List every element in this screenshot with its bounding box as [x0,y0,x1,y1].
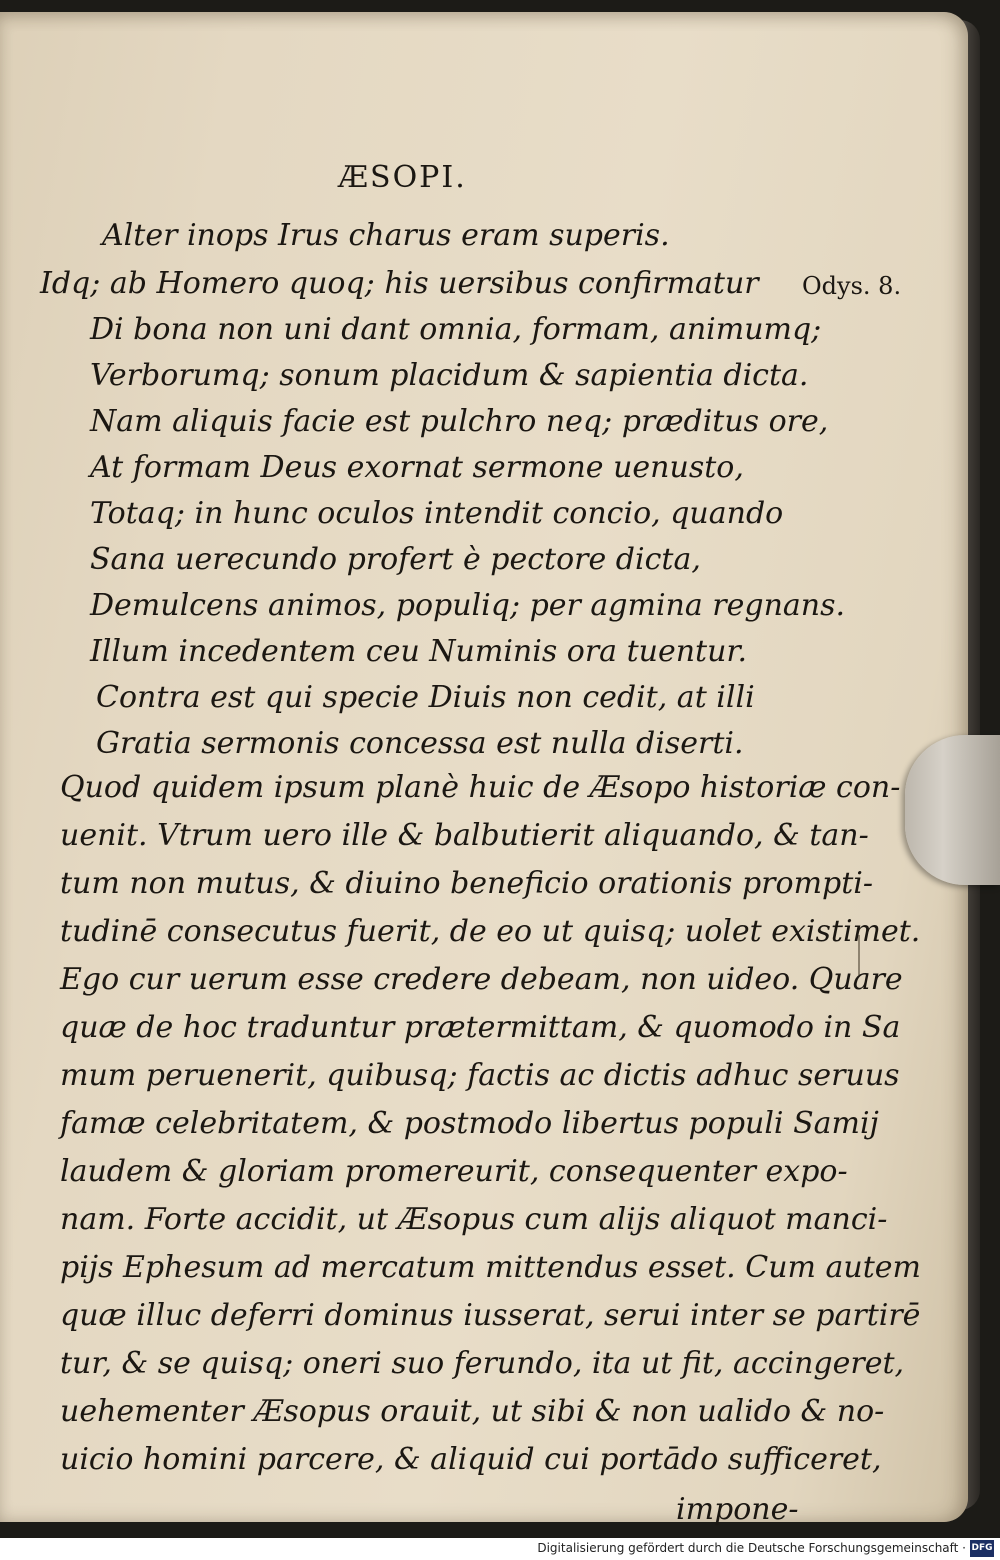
dfg-logo-icon: DFG [970,1540,994,1557]
text-line: Ego cur uerum esse credere debeam, non uideo. Quare [60,962,903,997]
text-line: Illum incedentem ceu Numinis ora tuentur. [90,634,747,669]
text-line: Di bona non uni dant omnia, formam, animumq; [90,312,822,347]
text-line: Idq; ab Homero quoq; his uersibus confirmatur [40,266,759,301]
text-line: Gratia sermonis concessa est nulla diserti. [96,726,744,761]
text-line: uehementer Æsopus orauit, ut sibi & non ualido & no- [60,1394,885,1429]
funding-credit: Digitalisierung gefördert durch die Deutsche Forschungsgemeinschaft · [537,1541,966,1555]
text-line: At formam Deus exornat sermone uenusto, [90,450,744,485]
text-line: quæ de hoc traduntur prætermittam, & quomodo in Sa [60,1010,901,1045]
text-line: Totaq; in hunc oculos intendit concio, quando [90,496,784,531]
catchword: impone- [676,1492,799,1527]
text-line: Alter inops Irus charus eram superis. [102,218,670,253]
text-line: Quod quidem ipsum planè huic de Æsopo historiæ con- [60,770,901,805]
text-line: Verborumq; sonum placidum & sapientia dicta. [90,358,809,393]
text-line: mum peruenerit, quibusq; factis ac dictis adhuc seruus [60,1058,900,1093]
marginal-note: Odys. 8. [802,272,902,300]
text-line: famæ celebritatem, & postmodo libertus populi Samij [60,1106,879,1141]
text-line: uicio homini parcere, & aliquid cui portādo sufficeret, [60,1442,882,1477]
text-line: Contra est qui specie Diuis non cedit, at illi [96,680,755,715]
text-line: tur, & se quisq; oneri suo ferundo, ita ut fit, accingeret, [60,1346,905,1381]
text-line: quæ illuc deferri dominus iusserat, serui inter se partirē [60,1298,921,1333]
text-line: tum non mutus, & diuino beneficio orationis prompti- [60,866,874,901]
text-line: pijs Ephesum ad mercatum mittendus esset. Cum autem [60,1250,921,1285]
running-head: ÆSOPI. [338,160,467,195]
footer-bar [0,1538,1000,1560]
text-line: Nam aliquis facie est pulchro neq; præditus ore, [90,404,829,439]
text-line: laudem & gloriam promereurit, consequenter expo- [60,1154,848,1189]
text-line: nam. Forte accidit, ut Æsopus cum alijs aliquot manci- [60,1202,888,1237]
text-line: tudinē consecutus fuerit, de eo ut quisq; uolet existimet. [60,914,921,949]
text-line: uenit. Vtrum uero ille & balbutierit aliquando, & tan- [60,818,869,853]
text-line: Sana uerecundo profert è pectore dicta, [90,542,701,577]
metal-clasp [905,735,1000,885]
text-line: Demulcens animos, populiq; per agmina regnans. [90,588,846,623]
